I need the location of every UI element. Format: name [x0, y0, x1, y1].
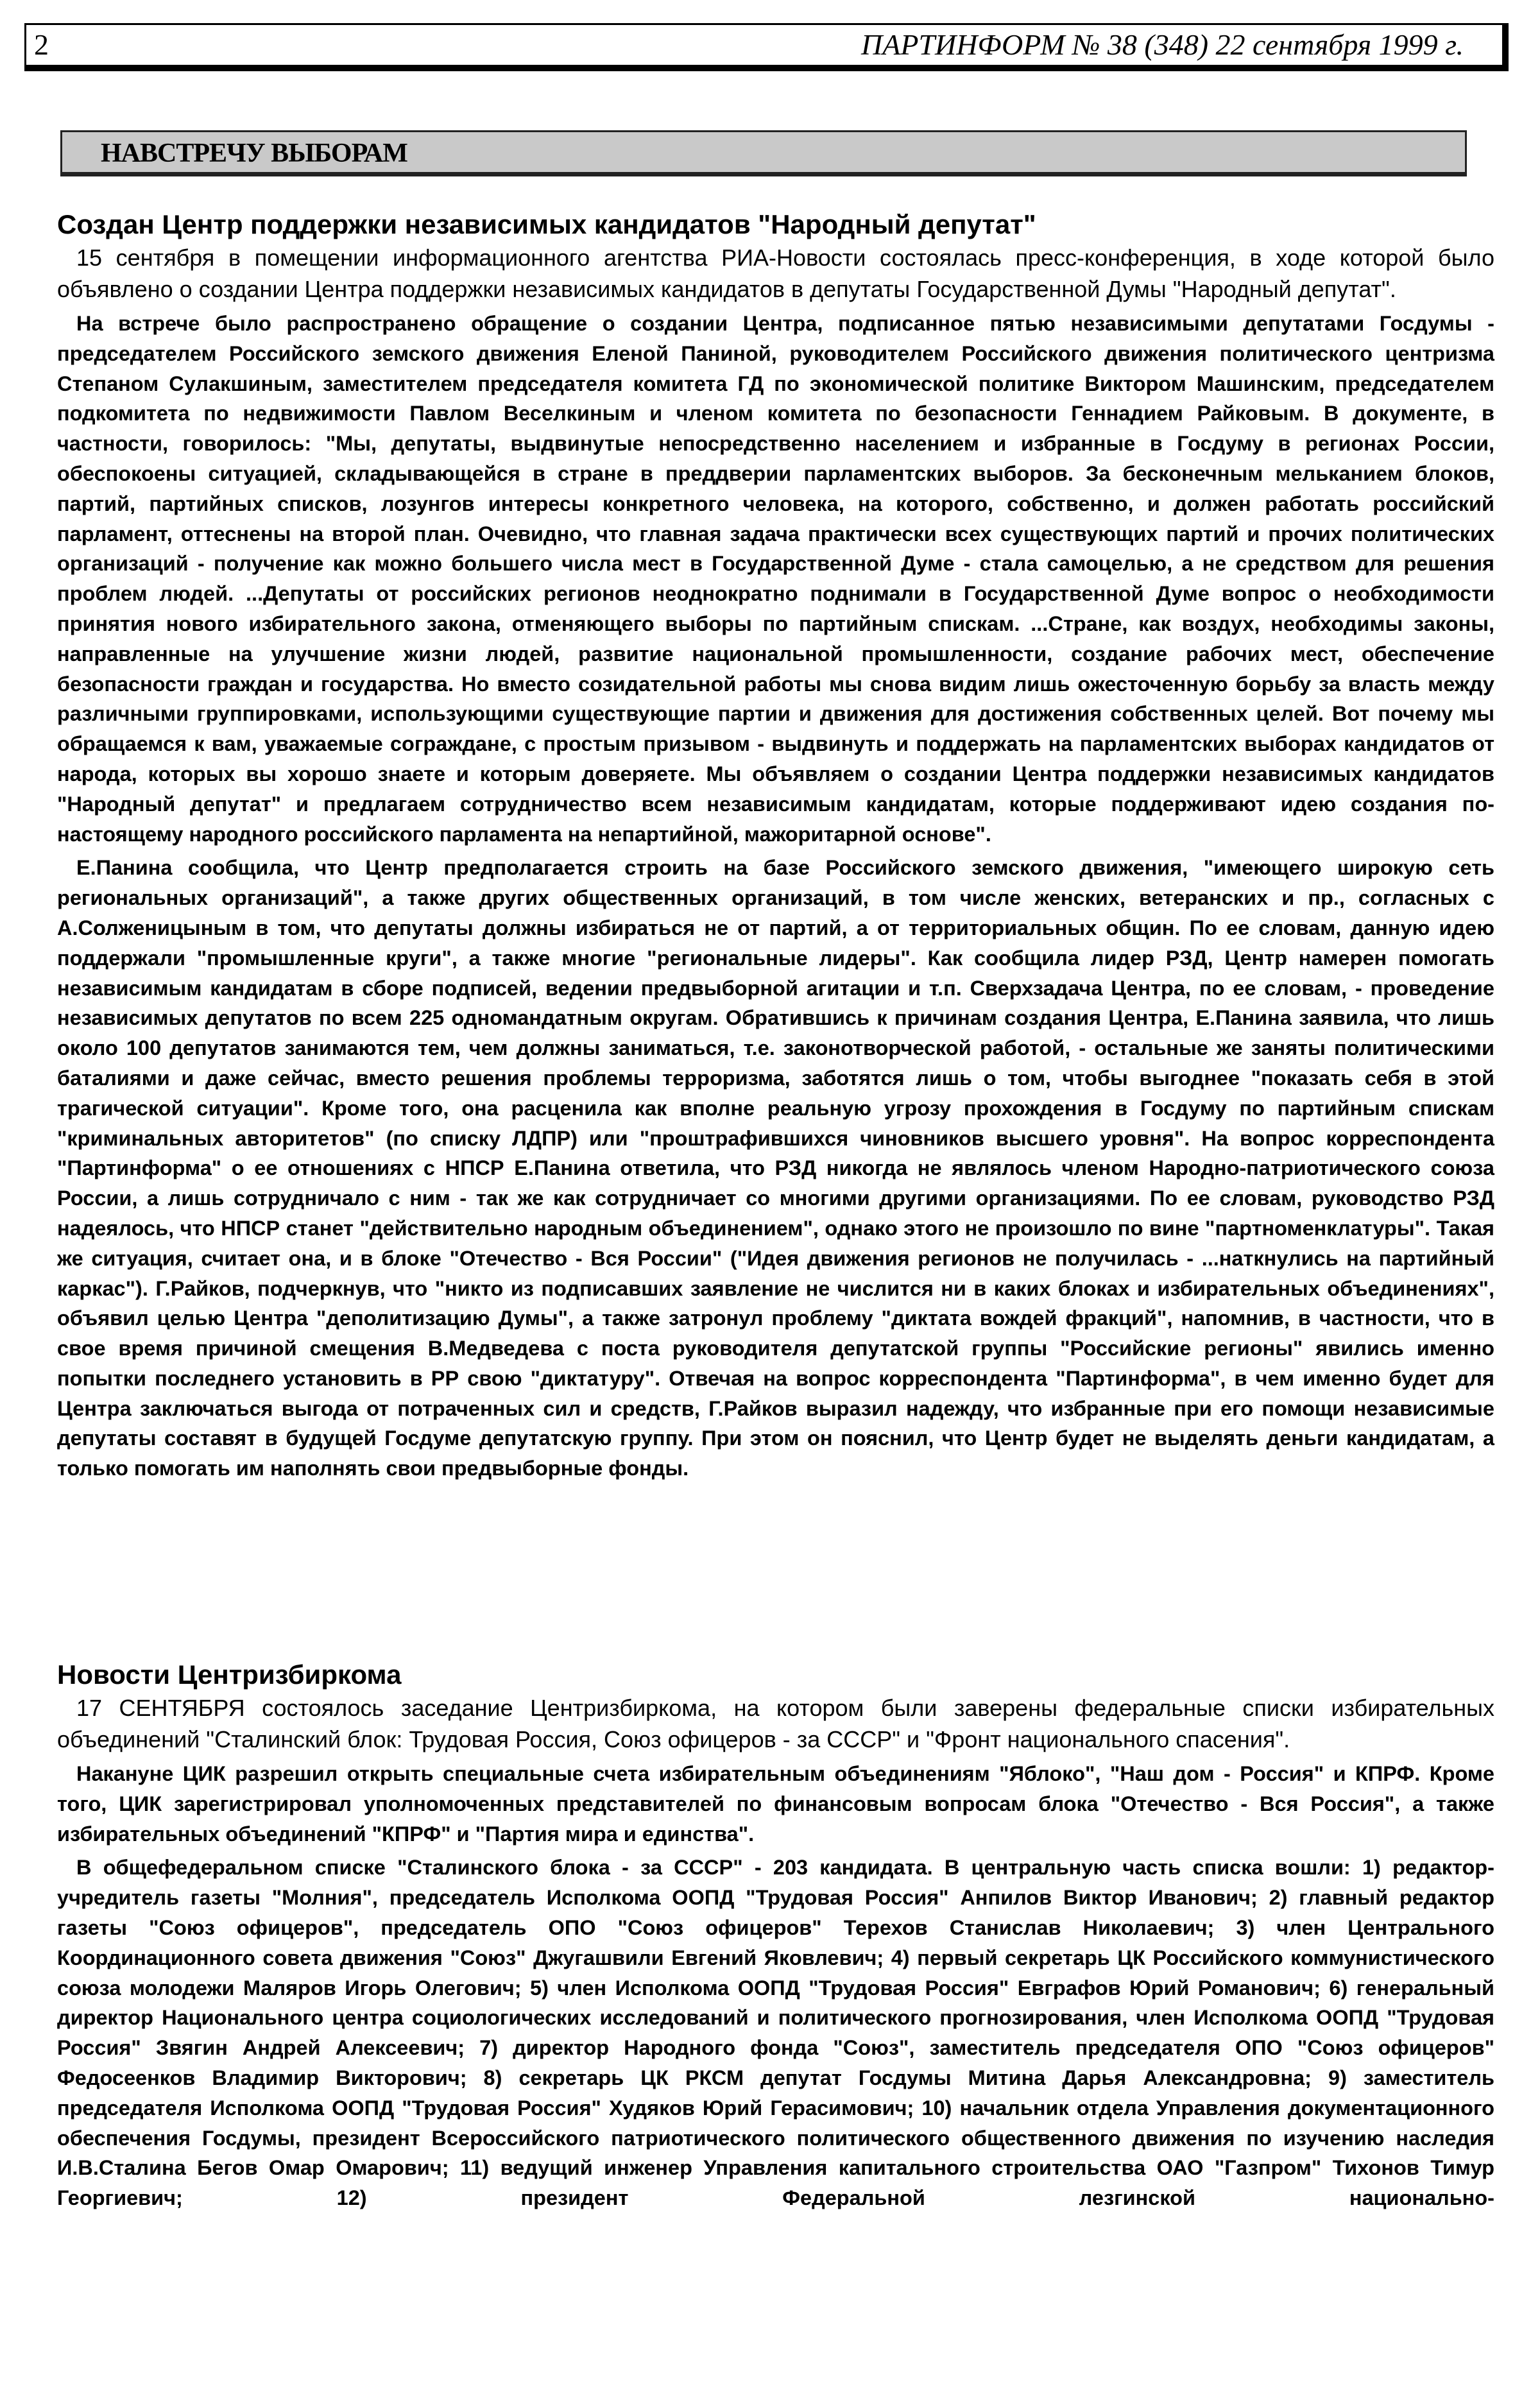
article-cik-news [57, 1659, 1494, 2213]
article-paragraph: В общефедеральном списке "Сталинского блока - за СССР" - 203 кандидата. В центральную часть списка вошли: 1) редактор-учредитель газеты "Молния", председатель Исполкома ООПД "Трудовая Россия" Анпилов Виктор Иванович; 2) главный редактор газеты "Союз офицеров", председатель ОПО "Союз офицеров" Терехов Станислав Николаевич; 3) член Центрального Координационного совета движения "Союз" Джугашвили Евгений Яковлевич; 4) первый секретарь ЦК Российского коммунистического союза молодежи Маляров Игорь Олегович; 5) член Исполкома ООПД "Трудовая Россия" Евграфов Юрий Романович; 6) генеральный директор Национального центра социологических исследований и политического прогнозирования, член Исполкома ООПД "Трудовая Россия" Звягин Андрей Алексеевич; 7) директор Народного фонда "Союз", заместитель председателя ОПО "Союз офицеров" Федосеенков Владимир Викторович; 8) секретарь ЦК РКСМ депутат Госдумы Митина Дарья Александровна; 9) заместитель председателя Исполкома ООПД "Трудовая Россия" Худяков Юрий Герасимович; 10) начальник отдела Управления документационного обеспечения Госдумы, президент Всероссийского патриотического политического общественного движения по изучению наследия И.В.Сталина Бегов Омар Омарович; 11) ведущий инженер Управления капитального строительства ОАО "Газпром" Тихонов Тимур Георгиевич; 12) президент Федеральной лезгинской национально- [57, 1856, 1494, 2210]
rubric-title: НАВСТРЕЧУ ВЫБОРАМ [101, 139, 407, 168]
article-paragraph: На встрече было распространено обращение о создании Центра, подписанное пятью независимыми депутатами Госдумы - председателем Российского земского движения Еленой Паниной, руководителем Российского движения политического центризма Степаном Сулакшиным, заместителем председателя комитета ГД по экономической политике Виктором Машинским, председателем подкомитета по недвижимости Павлом Веселкиным и членом комитета по безопасности Геннадием Райковым. В документе, в частности, говорилось: "Мы, депутаты, выдвинутые непосредственно населением и избранные в Госдуму в регионах России, обеспокоены ситуацией, складывающейся в стране в преддверии парламентских выборов. За бесконечным мельканием блоков, партий, партийных списков, лозунгов интересы конкретного человека, на которого, собственно, и должен работать российский парламент, оттеснены на второй план. Очевидно, что главная задача практически всех существующих партий и прочих политических организаций - получение как можно большего числа мест в Государственной Думе - стала самоцелью, а не средством для решения проблем людей. ...Депутаты от российских регионов неоднократно поднимали в Государственной Думе вопрос о необходимости принятия нового избирательного закона, отменяющего выборы по партийным спискам. ...Стране, как воздух, необходимы законы, направленные на улучшение жизни людей, развитие национальной промышленности, создание рабочих мест, обеспечение безопасности граждан и государства. Но вместо созидательной работы мы снова видим лишь ожесточенную борьбу за власть между различными группировками, использующими существующие партии и движения для достижения собственных целей. Вот почему мы обращаемся к вам, уважаемые сограждане, с простым призывом - выдвинуть и поддержать на парламентских выборах кандидатов от народа, которых вы хорошо знаете и которым доверяете. Мы объявляем о создании Центра поддержки независимых кандидатов "Народный депутат" и предлагаем сотрудничество всем независимым кандидатам, которые поддерживают идею создания по-настоящему народного российского парламента на непартийной, мажоритарной основе". [57, 312, 1494, 846]
page-number: 2 [34, 28, 49, 61]
article-paragraph: Накануне ЦИК разрешил открыть специальные счета избирательным объединениям "Яблоко", "Наш дом - Россия" и КПРФ. Кроме того, ЦИК зарегистрировал уполномоченных представителей по финансовым вопросам блока "Отечество - Вся Россия", а также избирательных объединений "КПРФ" и "Партия мира и единства". [57, 1762, 1494, 1846]
article-title: Создан Центр поддержки независимых кандидатов "Народный депутат" [57, 209, 1036, 239]
page-header [24, 23, 1509, 71]
article-title: Новости Центризбиркома [57, 1659, 402, 1690]
article-lead: 15 сентября в помещении информационного агентства РИА-Новости состоялась пресс-конференция, в ходе которой было объявлено о создании Центра поддержки независимых кандидатов в депутаты Государственной Думы "Народный депутат". [57, 244, 1494, 302]
article-lead: 17 СЕНТЯБРЯ состоялось заседание Центризбиркома, на котором были заверены федеральные списки избирательных объединений "Сталинский блок: Трудовая Россия, Союз офицеров - за СССР" и "Фронт национального спасения". [57, 1695, 1494, 1752]
rubric-bar [60, 130, 1467, 176]
article-independent-candidates [57, 209, 1494, 1484]
article-paragraph: Е.Панина сообщила, что Центр предполагается строить на базе Российского земского движения, "имеющего широкую сеть региональных организаций", а также других общественных организаций, в том числе женских, ветеранских и пр., согласных с А.Солженицыным в том, что депутаты должны избираться не от партий, а от территориальных общин. По ее словам, данную идею поддержали "промышленные круги", а также многие "региональные лидеры". Как сообщила лидер РЗД, Центр намерен помогать независимым кандидатам в сборе подписей, ведении предвыборной агитации и т.п. Сверхзадача Центра, по ее словам, - проведение независимых депутатов по всем 225 одномандатным округам. Обратившись к причинам создания Центра, Е.Панина заявила, что лишь около 100 депутатов занимаются тем, чем должны заниматься, т.е. законотворческой работой, - остальные же заняты политическими баталиями и даже сейчас, вместо решения проблемы терроризма, заботятся лишь о том, чтобы выгоднее "показать себя в этой трагической ситуации". Кроме того, она расценила как вполне реальную угрозу прохождения в Госдуму по партийным спискам "криминальных авторитетов" (по списку ЛДПР) или "проштрафившихся чиновников высшего уровня". На вопрос корреспондента "Партинформа" о ее отношениях с НПСР Е.Панина ответила, что РЗД никогда не являлось членом Народно-патриотического союза России, а лишь сотрудничало с ним - так же как сотрудничает со многими другими организациями. По ее словам, руководство РЗД надеялось, что НПСР станет "действительно народным объединением", однако этого не произошло по вине "партноменклатуры". Такая же ситуация, считает она, и в блоке "Отечество - Вся России" ("Идея движения регионов не получилась - ...наткнулись на партийный каркас"). Г.Райков, подчеркнув, что "никто из подписавших заявление не числится ни в каких блоках и избирательных объединениях", объявил целью Центра "деполитизацию Думы", а также затронул проблему "диктата вождей фракций", напомнив, в частности, что в свое время причиной смещения В.Медведева с поста руководителя депутатской группы "Российские регионы" явились именно попытки последнего установить в РР свою "диктатуру". Отвечая на вопрос корреспондента "Партинформа", в чем именно будет для Центра заключаться выгода от потраченных сил и средств, Г.Райков выразил надежду, что избранные при его помощи независимые депутаты составят в будущей Госдуме депутатскую группу. При этом он пояснил, что Центр будет не выделять деньги кандидатам, а только помогать им наполнять свои предвыборные фонды. [57, 856, 1494, 1480]
issue-info: ПАРТИНФОРМ № 38 (348) 22 сентября 1999 г. [861, 28, 1464, 61]
